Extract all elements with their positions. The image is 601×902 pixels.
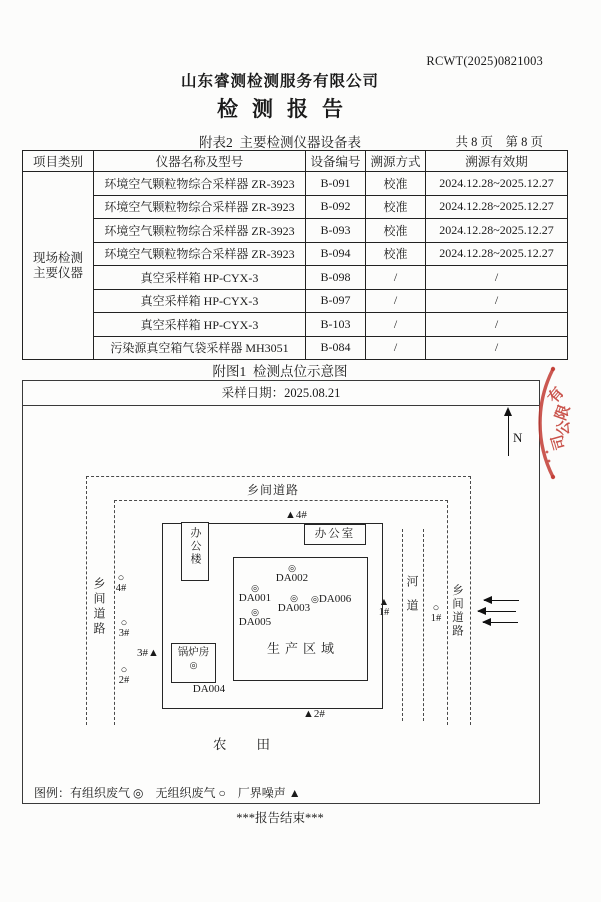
table-row [23,313,568,337]
seal-dot [548,460,551,463]
unorganized-gas-icon: ○ [120,617,128,629]
road-label-left: 乡间道路 [92,577,106,637]
river-label: 河道 [405,575,419,623]
gas-point-da006: ◎ DA006 [311,593,352,605]
office-room: 办公室 [304,524,366,545]
table-header-row [23,151,568,172]
seal-char: 司 [549,432,570,452]
cell-method: 校准 [366,172,426,196]
instrument-table [22,150,568,360]
cell-code: B-091 [306,172,366,196]
gas-point-da005: ◎ DA005 [233,608,277,628]
seal-char: 有 [545,384,568,407]
organized-gas-icon: ◎ [189,660,198,670]
table-row [23,172,568,196]
unorganized-gas-icon: ○ [432,602,440,614]
cell-instrument: 真空采样箱 HP-CYX-3 [94,289,306,313]
cell-validity: 2024.12.28~2025.12.27 [426,172,568,196]
report-title: 检测报告 [217,97,357,121]
red-company-seal [535,358,601,490]
cell-method: / [366,266,426,290]
category-line1: 现场检测 [32,250,83,265]
cell-validity: / [426,266,568,290]
north-label: N [513,430,523,445]
cell-validity: / [426,289,568,313]
office-building [181,522,209,581]
organized-gas-icon: ◎ [251,607,259,617]
table-row [23,289,568,313]
figure-legend: 图例：有组织废气 ◎ 无组织废气 ○ 厂界噪声 ▲ [34,786,301,800]
cell-validity: 2024.12.28~2025.12.27 [426,219,568,243]
organized-gas-icon: ◎ [311,594,319,604]
table-row [23,266,568,290]
col-header-instrument: 仪器名称及型号 [94,151,306,172]
seal-char: 公 [556,420,573,436]
wind-arrow-icon [484,600,519,601]
cell-method: 校准 [366,219,426,243]
cell-method: 校准 [366,195,426,219]
report-number: RCWT(2025)0821003 [426,54,543,68]
page-count: 共 8 页 第 8 页 [455,135,543,149]
cell-code: B-094 [306,242,366,266]
figure-caption: 附图1 检测点位示意图 [212,364,348,379]
river-line-right [423,529,424,721]
table-caption: 附表2 主要检测仪器设备表 [199,135,361,150]
unorg-point-1: ○ 1# [425,603,447,624]
boiler-room-label: 锅炉房 [177,647,210,658]
cell-validity: / [426,313,568,337]
wind-arrow-icon [483,622,518,623]
seal-dot [546,451,549,454]
unorganized-gas-icon: ○ [117,572,125,584]
noise-icon: ▲ [378,597,390,608]
cell-code: B-092 [306,195,366,219]
category-line2: 主要仪器 [32,265,83,280]
organized-gas-icon: ◎ [290,593,298,603]
cell-code: B-098 [306,266,366,290]
unorg-point-2: ○ 2# [113,665,135,686]
site-plan-figure [22,380,540,804]
cell-method: / [366,336,426,360]
cell-validity: 2024.12.28~2025.12.27 [426,242,568,266]
gas-point-da002: ◎ DA002 [270,564,314,584]
seal-arc-end [551,367,555,371]
cell-code: B-103 [306,313,366,337]
cell-validity: / [426,336,568,360]
road-label-top: 乡间道路 [247,483,300,497]
cell-instrument: 环境空气颗粒物综合采样器 ZR-3923 [94,242,306,266]
production-area-label: 生产区域 [266,641,339,656]
cell-validity: 2024.12.28~2025.12.27 [426,195,568,219]
wind-arrow-icon [478,611,516,612]
gas-point-da004-label: DA004 [192,683,226,695]
cell-instrument: 环境空气颗粒物综合采样器 ZR-3923 [94,219,306,243]
cell-instrument: 环境空气颗粒物综合采样器 ZR-3923 [94,172,306,196]
noise-point-2: ▲2# [303,708,325,720]
seal-arc [540,369,553,477]
organized-gas-icon: ◎ [251,583,259,593]
north-arrow-head-icon [504,407,512,416]
table-row [23,219,568,243]
cell-instrument: 真空采样箱 HP-CYX-3 [94,266,306,290]
cell-method: / [366,289,426,313]
road-label-right: 乡间道路 [451,584,463,638]
cell-instrument: 污染源真空箱气袋采样器 MH3051 [94,336,306,360]
boiler-room [171,643,216,683]
cell-code: B-093 [306,219,366,243]
sampling-date: 采样日期：2025.08.21 [23,381,539,406]
cell-method: / [366,313,426,337]
farmland-label: 农 田 [213,737,271,752]
unorg-point-4: ○ 4# [110,573,132,594]
cell-instrument: 环境空气颗粒物综合采样器 ZR-3923 [94,195,306,219]
office-building-label: 办公楼 [189,527,201,566]
seal-arc-end [551,475,555,479]
noise-point-3: 3#▲ [137,647,159,659]
river-line-left [402,529,403,721]
category-cell [23,172,94,360]
col-header-code: 设备编号 [306,151,366,172]
unorg-point-3: ○ 3# [113,618,135,639]
unorganized-gas-icon: ○ [120,664,128,676]
seal-char: 限 [553,403,574,423]
col-header-validity: 溯源有效期 [426,151,568,172]
gas-point-da001: ◎ DA001 [233,584,277,604]
company-name: 山东睿测检测服务有限公司 [180,73,379,90]
cell-method: 校准 [366,242,426,266]
col-header-category: 项目类别 [23,151,94,172]
table-row [23,336,568,360]
cell-instrument: 真空采样箱 HP-CYX-3 [94,313,306,337]
gas-point-da003: ◎ DA003 [272,594,316,614]
report-end-note: ***报告结束*** [236,811,324,825]
noise-point-1: ▲ 1# [375,598,393,618]
noise-point-4: ▲4# [285,509,307,521]
cell-code: B-097 [306,289,366,313]
table-row [23,242,568,266]
organized-gas-icon: ◎ [288,563,296,573]
table-row [23,195,568,219]
north-arrow [508,414,509,456]
cell-code: B-084 [306,336,366,360]
col-header-method: 溯源方式 [366,151,426,172]
